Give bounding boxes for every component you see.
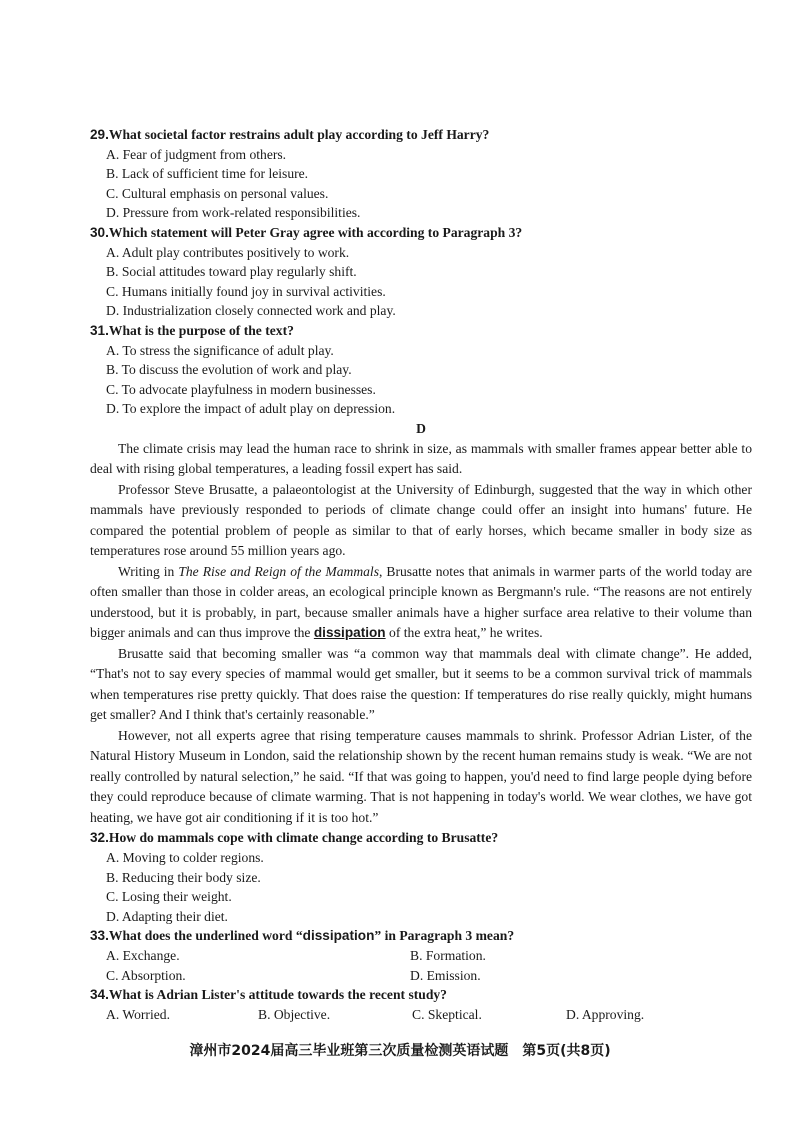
paragraph-2: Professor Steve Brusatte, a palaeontologist at the University of Edinburgh, suggested that the way in which other mammals have previously responded to periods of climate change could offer an insight into humans' future. He compared the potential problem of people as similar to that of early horses, which became smaller in body size as temperatures rose around 55 million years ago. [90, 481, 752, 559]
question-33 [90, 926, 752, 985]
question-stem: 30.Which statement will Peter Gray agree with according to Paragraph 3? [90, 224, 523, 240]
option-d: D. Emission. [410, 967, 481, 983]
question-31 [90, 321, 752, 419]
paragraph-5: However, not all experts agree that rising temperature causes mammals to shrink. Professor Adrian Lister, of the Natural History Museum in London, said the relationship shown by the recent human remains study is weak. “We are not really controlled by natural selection,” he said. “If that was going to happen, you'd need to find large people dying before they could reproduce because of climate warming. That is not happening in today's world. We wear clothes, we have got heating, we have got air conditioning if it is too hot.” [90, 727, 752, 825]
option-c: C. Absorption. [106, 967, 186, 983]
option-b: B. Formation. [410, 947, 486, 963]
question-32 [90, 828, 752, 926]
page-content [90, 125, 752, 1024]
question-stem: 32.How do mammals cope with climate change according to Brusatte? [90, 830, 499, 846]
option-a: A. Worried. [106, 1006, 170, 1022]
option-b: B. Objective. [258, 1006, 331, 1022]
option-b: B. Reducing their body size. [106, 869, 261, 885]
underlined-word: dissipation [313, 625, 386, 641]
option-d: D. To explore the impact of adult play on depression. [106, 401, 396, 417]
option-b: B. Lack of sufficient time for leisure. [106, 166, 309, 182]
question-29 [90, 125, 752, 223]
paragraph-1: The climate crisis may lead the human race to shrink in size, as mammals with smaller frames appear better able to deal with rising global temperatures, a leading fossil expert has said. [90, 440, 752, 477]
option-a: A. Fear of judgment from others. [106, 146, 287, 162]
quoted-word: dissipation [302, 928, 375, 944]
reading-passage [90, 439, 752, 829]
option-c: C. To advocate playfulness in modern businesses. [106, 381, 376, 397]
page-footer: 漳州市2024届高三毕业班第三次质量检测英语试题 第5页(共8页) [189, 1043, 611, 1059]
question-34 [90, 985, 752, 1024]
option-a: A. To stress the significance of adult play. [106, 342, 334, 358]
option-d: D. Approving. [566, 1006, 645, 1022]
question-stem: 34.What is Adrian Lister's attitude towards the recent study? [90, 987, 447, 1003]
option-c: C. Humans initially found joy in survival activities. [106, 283, 386, 299]
question-30 [90, 223, 752, 321]
paragraph-3: Writing in The Rise and Reign of the Mammals, Brusatte notes that animals in warmer parts of the world today are often smaller than those in colder areas, an ecological principle known as Bergmann's rule. “The reasons are not entirely understood, but it is probably, in part, because smaller animals have a higher surface area relative to their volume than bigger animals and can thus improve the dissipation of the extra heat,” he writes. [90, 563, 752, 641]
option-a: A. Adult play contributes positively to work. [106, 244, 350, 260]
option-a: A. Moving to colder regions. [106, 850, 264, 865]
option-c: C. Losing their weight. [106, 889, 232, 905]
question-stem: 29.What societal factor restrains adult play according to Jeff Harry? [90, 127, 490, 142]
option-b: B. To discuss the evolution of work and play. [106, 362, 352, 378]
option-a: A. Exchange. [106, 947, 180, 963]
options-grid [106, 946, 752, 985]
paragraph-4: Brusatte said that becoming smaller was “a common way that mammals deal with climate change”. He added, “That's not to say every species of mammal would get smaller, but it seems to be a common survival trick of mammals when temperatures rise pretty quickly. That does raise the question: If temperatures do rise really quickly, might humans get smaller? And I think that's certainly reasonable.” [90, 645, 752, 723]
question-stem: 31.What is the purpose of the text? [90, 322, 294, 338]
option-c: C. Cultural emphasis on personal values. [106, 185, 329, 201]
option-d: D. Adapting their diet. [106, 908, 228, 924]
book-title: The Rise and Reign of the Mammals [178, 563, 379, 579]
question-stem: 33.What does the underlined word “dissipation” in Paragraph 3 mean? [90, 928, 515, 944]
options-row [106, 1005, 752, 1025]
option-b: B. Social attitudes toward play regularly shift. [106, 264, 357, 280]
section-heading: D [416, 420, 426, 436]
option-d: D. Industrialization closely connected work and play. [106, 303, 396, 319]
option-c: C. Skeptical. [412, 1006, 482, 1022]
option-d: D. Pressure from work-related responsibilities. [106, 205, 361, 221]
